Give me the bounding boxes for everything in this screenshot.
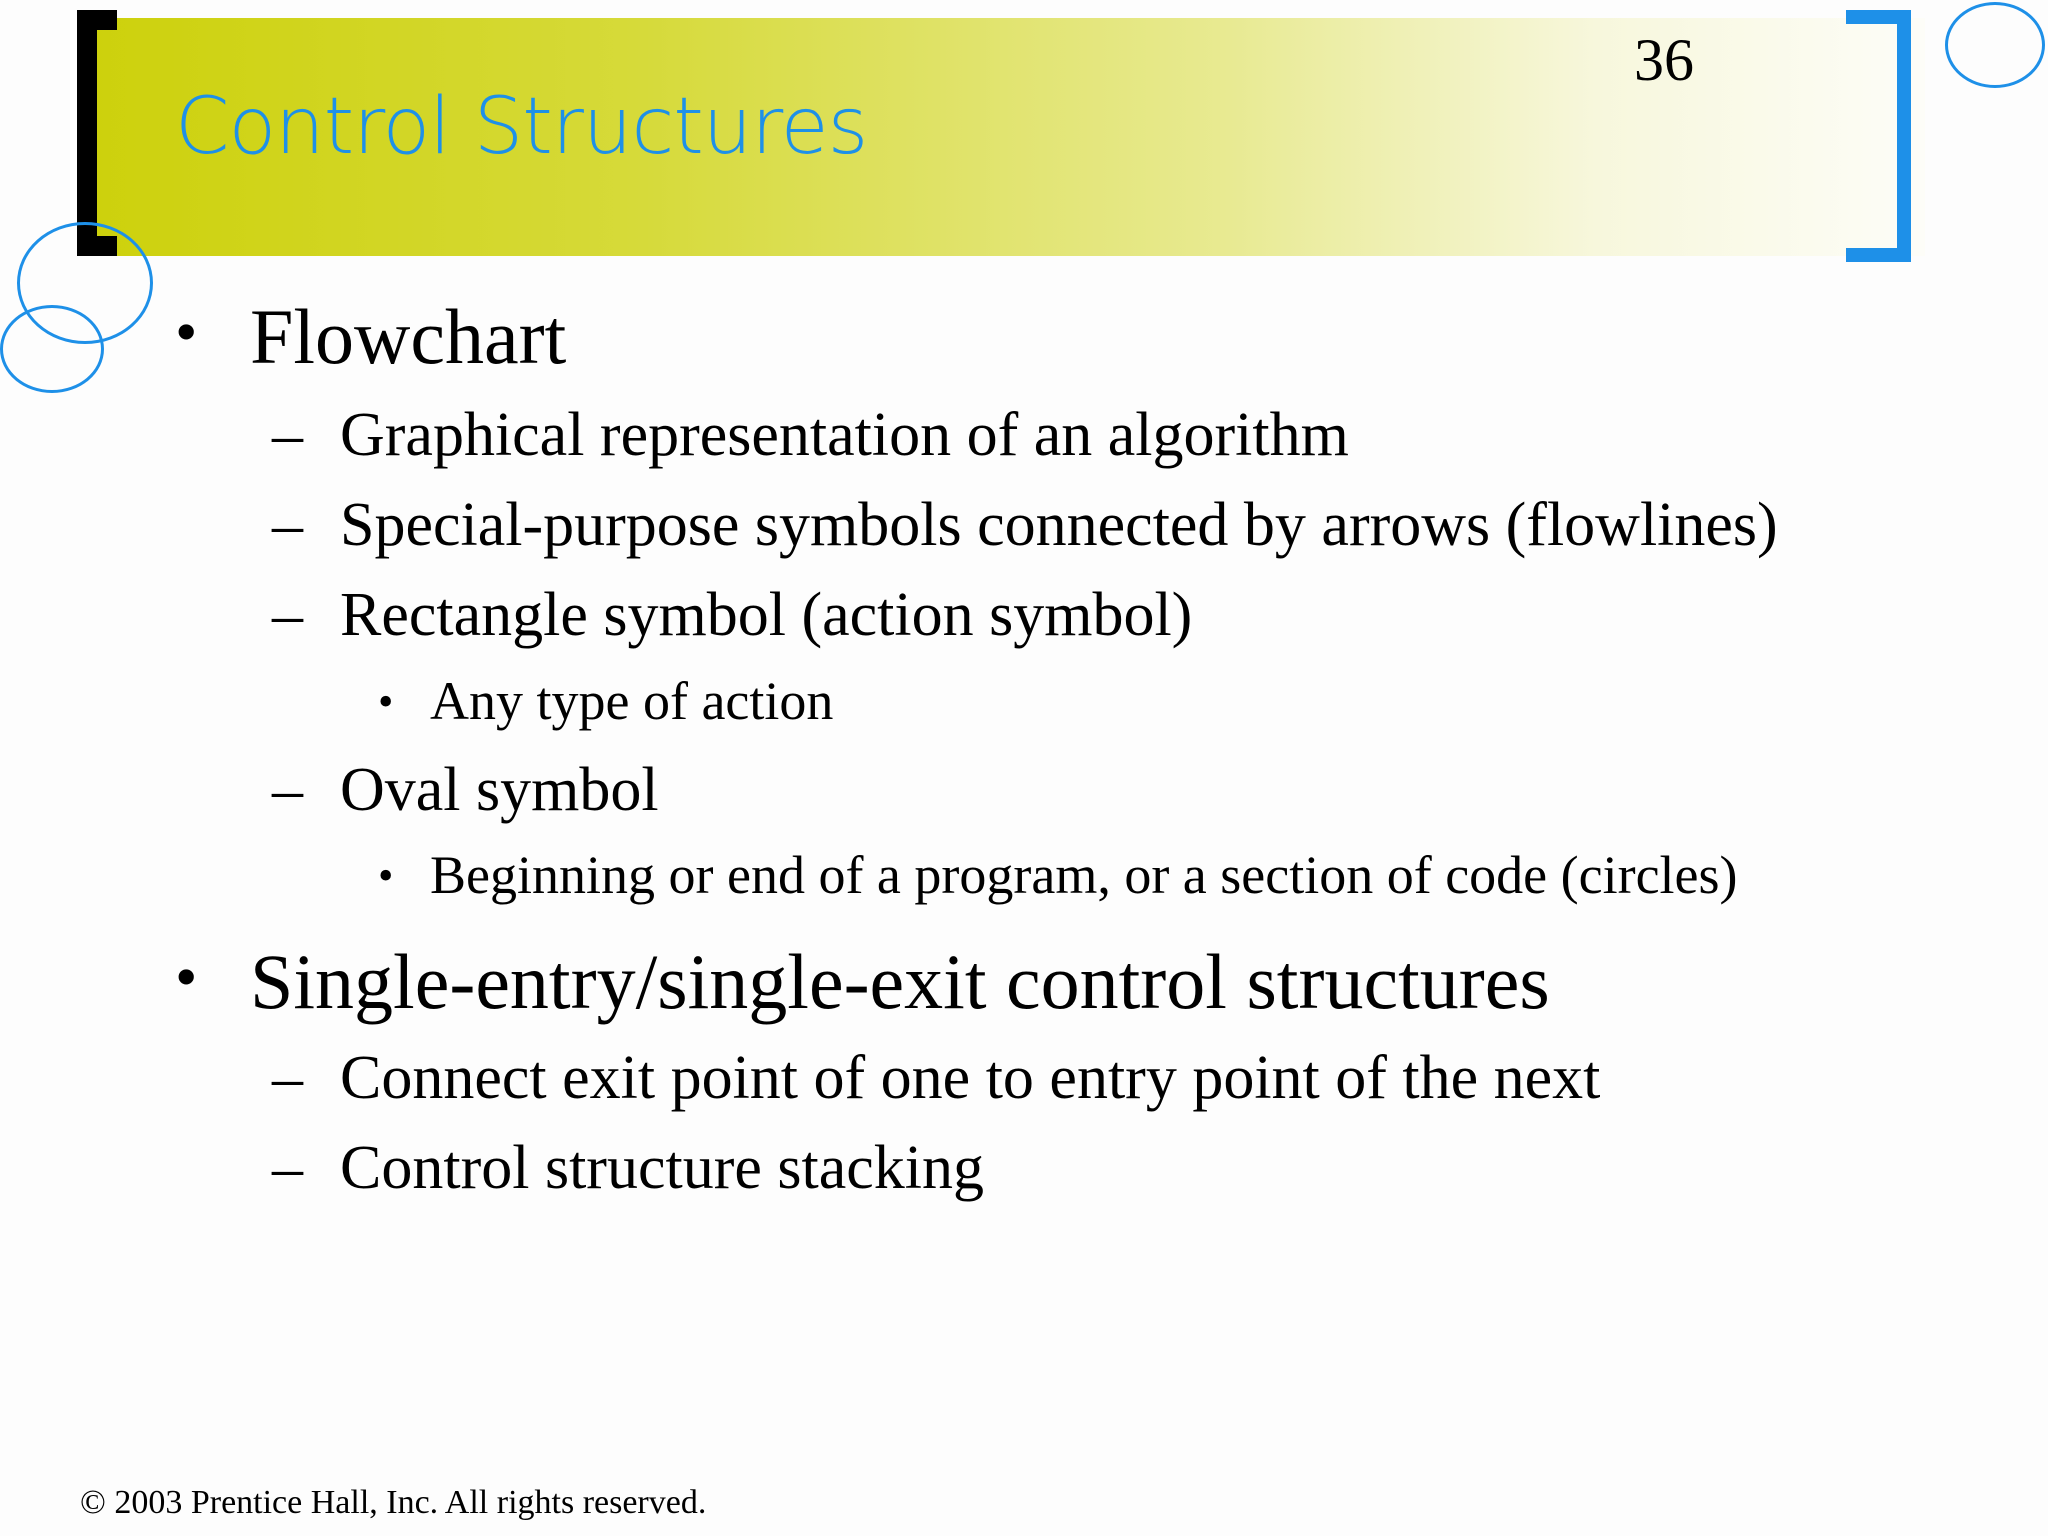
dash-marker: – <box>272 401 303 469</box>
dash-marker: – <box>272 581 303 649</box>
sub-bullet-oval: Oval symbol <box>340 756 659 824</box>
bullet-marker: • <box>175 941 198 1012</box>
bullet-marker: • <box>378 851 394 900</box>
bullet-marker: • <box>378 677 394 726</box>
dash-marker: – <box>272 756 303 824</box>
slide-number: 36 <box>1634 27 1694 93</box>
decorative-circle <box>1945 2 2045 88</box>
dash-marker: – <box>272 1044 303 1112</box>
bullet-single-entry: Single-entry/single-exit control structures <box>250 938 1550 1025</box>
sub-bullet-connect: Connect exit point of one to entry point of the next <box>340 1044 1601 1112</box>
dash-marker: – <box>272 1134 303 1202</box>
sub-bullet-graphical: Graphical representation of an algorithm <box>340 401 1349 469</box>
sub-sub-bullet-action: Any type of action <box>430 671 834 731</box>
copyright-footer: © 2003 Prentice Hall, Inc. All rights reserved. <box>80 1484 707 1521</box>
slide-title: Control Structures <box>175 82 868 172</box>
dash-marker: – <box>272 491 303 559</box>
bullet-marker: • <box>175 296 198 367</box>
bullet-flowchart: Flowchart <box>250 293 567 380</box>
sub-bullet-stacking: Control structure stacking <box>340 1134 984 1202</box>
sub-bullet-special-purpose: Special-purpose symbols connected by arrows (flowlines) <box>340 491 1778 559</box>
sub-bullet-rectangle: Rectangle symbol (action symbol) <box>340 581 1193 649</box>
decorative-circle <box>0 305 104 393</box>
sub-sub-bullet-beginning: Beginning or end of a program, or a section of code (circles) <box>430 845 1738 905</box>
right-bracket-decoration <box>1846 10 1911 262</box>
left-bracket-decoration <box>77 10 117 256</box>
